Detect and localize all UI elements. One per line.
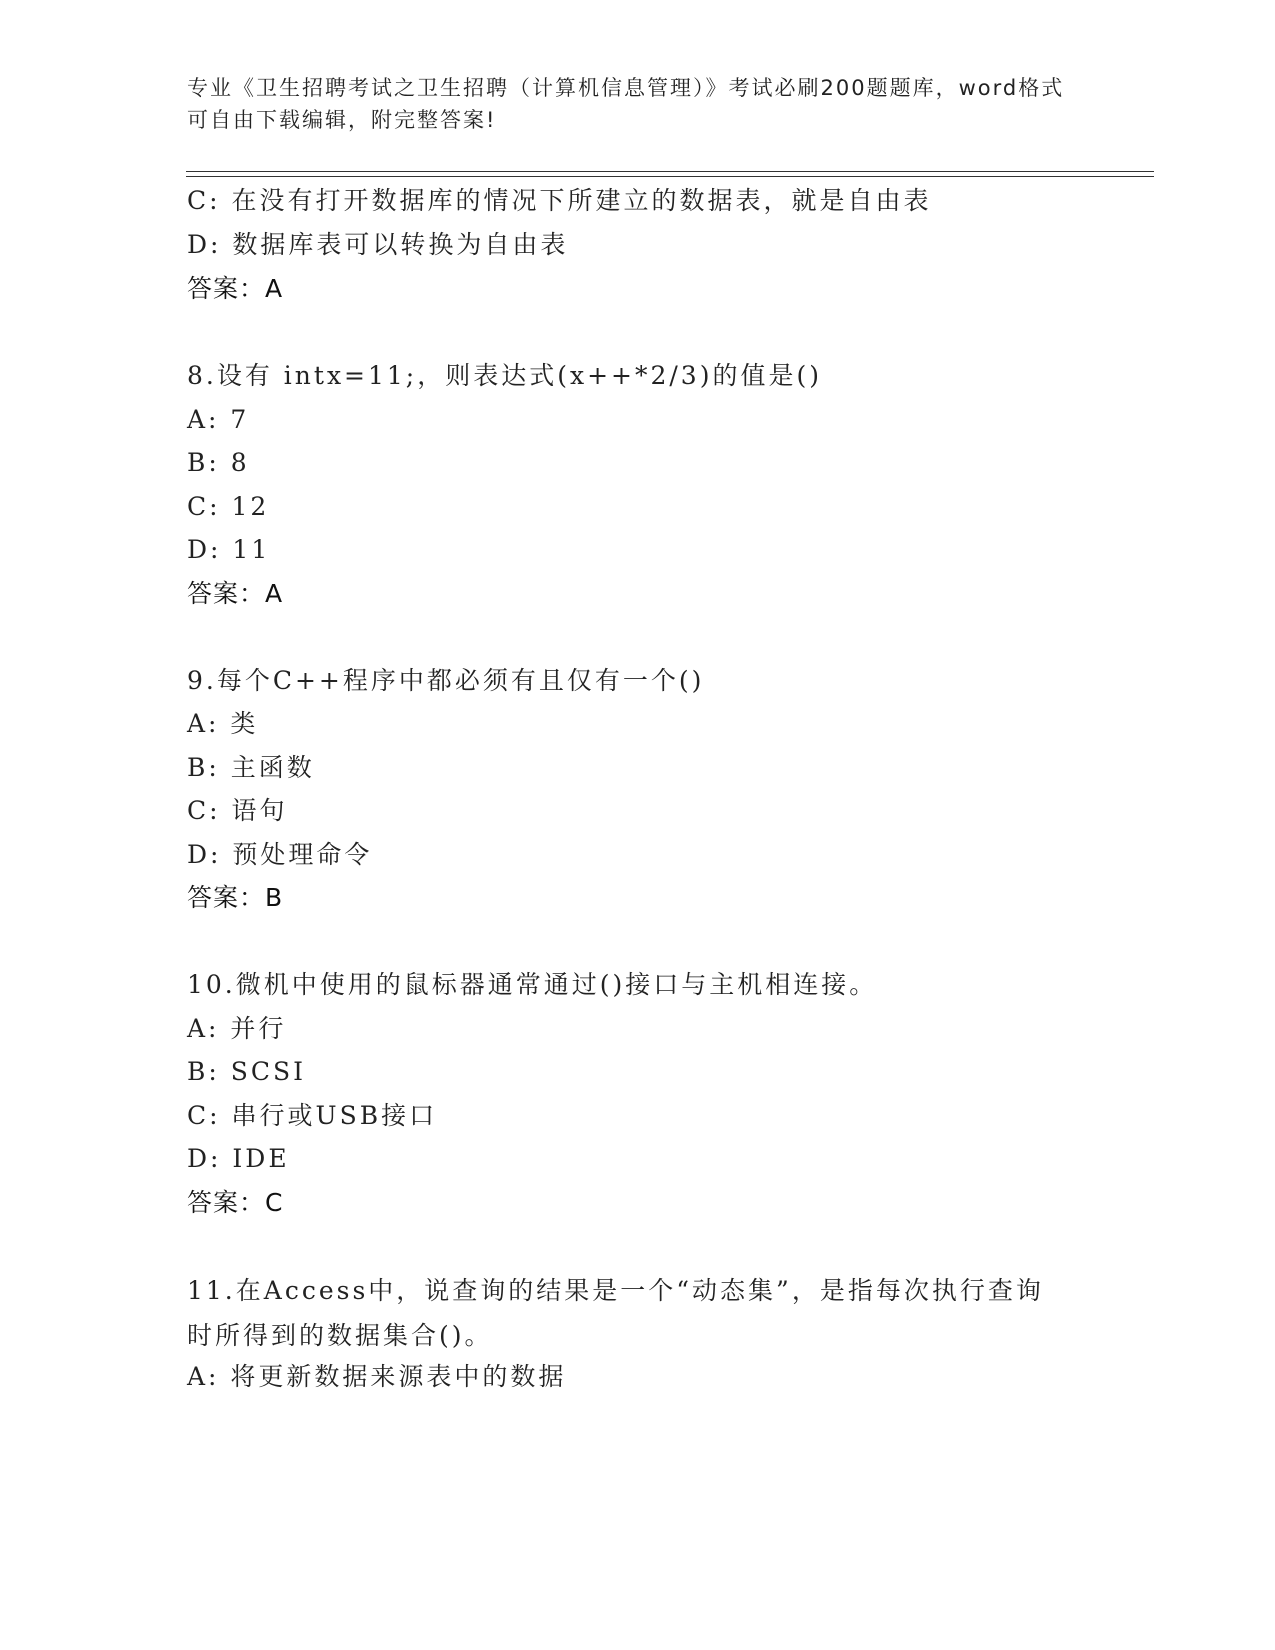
q8-option-a: A: 7: [187, 405, 250, 434]
q9-option-d: D: 预处理命令: [187, 840, 373, 869]
q11-option-a: A: 将更新数据来源表中的数据: [187, 1362, 567, 1391]
header-rule-top: [186, 171, 1154, 172]
question-8: 8.设有 intx=11;，则表达式(x++*2/3)的值是(): [187, 361, 822, 390]
q9-answer: 答案：B: [187, 883, 284, 912]
question-10: 10.微机中使用的鼠标器通常通过()接口与主机相连接。: [187, 970, 878, 999]
question-9: 9.每个C++程序中都必须有且仅有一个(): [187, 666, 705, 695]
q8-answer: 答案：A: [187, 579, 284, 608]
q10-option-b: B: SCSI: [187, 1057, 306, 1086]
header-rule-bottom: [186, 176, 1154, 177]
q10-option-a: A: 并行: [187, 1014, 287, 1043]
q10-option-c: C: 串行或USB接口: [187, 1101, 438, 1130]
question-11: 11.在Access中，说查询的结果是一个“动态集”，是指每次执行查询时所得到的数据集合()。: [187, 1276, 1044, 1350]
q9-option-c: C: 语句: [187, 796, 288, 825]
q8-option-b: B: 8: [187, 448, 250, 477]
option-d: D: 数据库表可以转换为自由表: [187, 230, 569, 259]
q8-option-c: C: 12: [187, 492, 270, 521]
q8-option-d: D: 11: [187, 535, 271, 564]
option-c: C: 在没有打开数据库的情况下所建立的数据表，就是自由表: [187, 186, 932, 215]
document-header: 专业《卫生招聘考试之卫生招聘（计算机信息管理）》考试必刷200题题库，word格式可自由下载编辑，附完整答案!: [187, 76, 1065, 132]
q10-answer: 答案：C: [187, 1188, 284, 1217]
q10-option-d: D: IDE: [187, 1144, 290, 1173]
q9-option-b: B: 主函数: [187, 753, 315, 782]
q9-option-a: A: 类: [187, 709, 259, 738]
answer-label: 答案：A: [187, 274, 284, 303]
